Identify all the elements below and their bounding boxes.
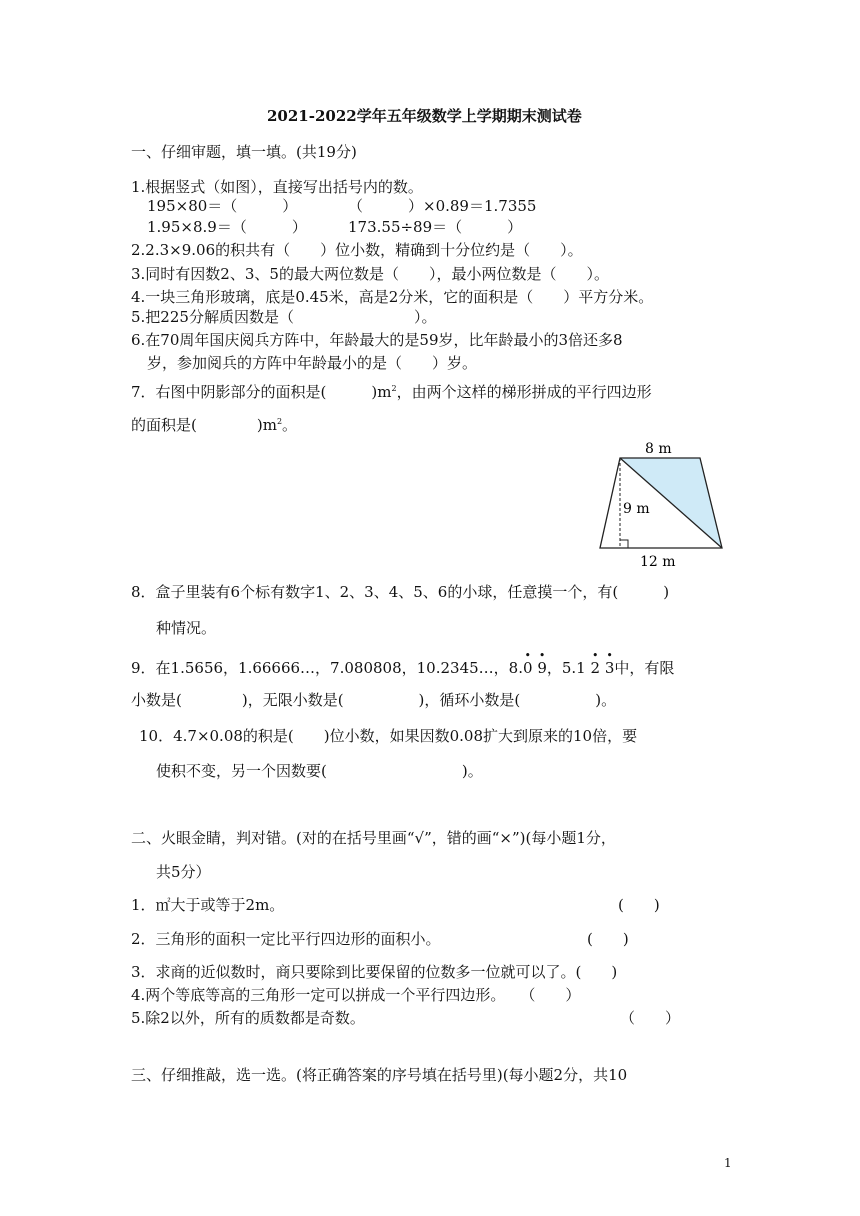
s1-q2: 2.2.3×9.06的积共有（ ）位小数，精确到十分位约是（ ）。 — [131, 241, 583, 259]
s1-q6-line1: 6.在70周年国庆阅兵方阵中，年龄最大的是59岁，比年龄最小的3倍还多8 — [131, 331, 623, 349]
s2-q5: 5.除2以外，所有的质数都是奇数。 — [131, 1009, 365, 1027]
section1-heading: 一、仔细审题，填一填。(共19分) — [131, 143, 357, 161]
unit-exponent: 2 — [391, 384, 397, 393]
s1-q8-line1: 8．盒子里装有6个标有数字1、2、3、4、5、6的小球，任意摸一个，有( ) — [131, 583, 670, 601]
page-number: 1 — [724, 1156, 732, 1170]
s1-q9-line1 — [131, 658, 674, 678]
s1-q9-line2: 小数是( )，无限小数是( )，循环小数是( )。 — [131, 691, 617, 709]
right-angle-mark — [620, 540, 628, 548]
s1-q1-line2a: 1.95×8.9＝（ ） — [147, 218, 307, 236]
unit-m2: m — [262, 416, 277, 434]
s1-q7-area: 的面积是( ) — [131, 416, 263, 434]
s1-q7-text-rest: ，由两个这样的梯形拼成的平行四边形 — [396, 383, 652, 401]
s1-q9-end: 中，有限 — [614, 659, 675, 677]
s1-q5: 5.把225分解质因数是（ ）。 — [131, 308, 437, 326]
s2-q4: 4.两个等底等高的三角形一定可以拼成一个平行四边形。 （ ） — [131, 986, 581, 1004]
s1-q7-end: 。 — [282, 416, 298, 434]
label-bottom: 12 m — [640, 554, 676, 570]
s1-q3: 3.同时有因数2、3、5的最大两位数是（ ），最小两位数是（ ）。 — [131, 265, 609, 283]
s1-q7-line1 — [131, 379, 652, 402]
s1-q4: 4.一块三角形玻璃，底是0.45米，高是2分米，它的面积是（ ）平方分米。 — [131, 288, 654, 306]
s1-q10-line1: 10．4.7×0.08的积是( )位小数，如果因数0.08扩大到原来的10倍，要 — [139, 727, 638, 745]
repeating-digit: • 2 — [591, 658, 601, 678]
page-title: 2021-2022学年五年级数学上学期期末测试卷 — [267, 107, 582, 125]
s1-q9-text: 9．在1.5656，1.66666…，7.080808，10.2345…，8. — [131, 659, 523, 677]
repeating-digit: • 3 — [605, 658, 615, 678]
section3-heading: 三、仔细推敲，选一选。(将正确答案的序号填在括号里)(每小题2分，共10 — [131, 1066, 628, 1084]
s2-q1-paren: ( ) — [618, 896, 660, 914]
s1-q9-mid: ，5.1 — [546, 659, 586, 677]
repeating-digit: • 9 — [537, 658, 547, 678]
unit-exponent: 2 — [276, 417, 283, 426]
section2-heading: 二、火眼金睛，判对错。(对的在括号里画“√”，错的画“×”)(每小题1分， — [131, 829, 616, 847]
label-top: 8 m — [645, 441, 672, 457]
s2-q2-paren: ( ) — [587, 930, 629, 948]
s1-q7-line2 — [131, 412, 297, 435]
s1-q10-line2: 使积不变，另一个因数要( )。 — [156, 762, 483, 780]
label-height: 9 m — [623, 501, 650, 517]
s2-q5-paren: （ ） — [620, 1009, 681, 1027]
s1-q1-line2b: 173.55÷89＝（ ） — [348, 218, 523, 236]
s1-q1-line1b: （ ）×0.89＝1.7355 — [348, 197, 537, 215]
s1-q1-line1a: 195×80＝（ ） — [147, 197, 298, 215]
s1-q1: 1.根据竖式（如图），直接写出括号内的数。 — [131, 178, 423, 196]
s1-q8-line2: 种情况。 — [156, 619, 217, 637]
s2-q3: 3．求商的近似数时，商只要除到比要保留的位数多一位就可以了。( ) — [131, 963, 618, 981]
s1-q6-line2: 岁，参加阅兵的方阵中年龄最小的是（ ）岁。 — [147, 354, 478, 372]
s1-q7-text: 7．右图中阴影部分的面积是( ) — [131, 383, 378, 401]
unit-m2: m — [377, 383, 392, 401]
repeating-digit: • 0 — [523, 658, 533, 678]
section2-heading-line2: 共5分） — [156, 863, 211, 881]
s2-q1: 1．㎡大于或等于2m。 — [131, 896, 285, 914]
s2-q2: 2．三角形的面积一定比平行四边形的面积小。 — [131, 930, 441, 948]
trapezoid-figure — [590, 438, 740, 573]
